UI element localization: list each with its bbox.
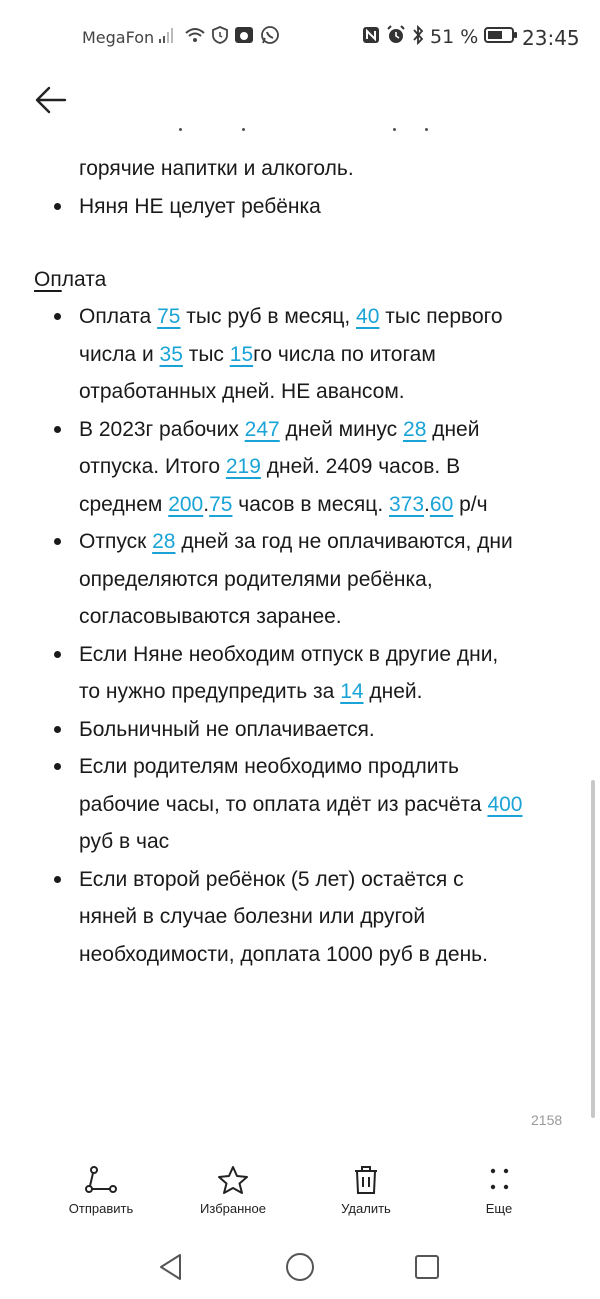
list-item: Няня НЕ целует ребёнка [0, 188, 600, 226]
wifi-icon [184, 26, 206, 48]
text-line [79, 673, 572, 711]
battery-icon [484, 26, 518, 48]
number-link[interactable]: 400 [487, 792, 523, 816]
section-title-payment [34, 261, 106, 299]
text-segment: дней. [363, 680, 423, 703]
text-segment: тыс первого [379, 305, 503, 328]
text-line [79, 486, 572, 524]
section-title-rest: лата [61, 268, 107, 291]
delete-label: Удалить [341, 1201, 391, 1216]
shield-clock-icon [212, 26, 228, 48]
text-segment: р/ч [453, 492, 488, 516]
text-line [79, 373, 572, 411]
text-segment: Если второй ребёнок (5 лет) остаётся с [79, 867, 464, 891]
signal-icon [158, 26, 178, 48]
text-segment: Если родителям необходимо продлить [79, 755, 459, 778]
number-link[interactable]: 14 [340, 680, 364, 703]
more-button[interactable] [444, 1160, 554, 1216]
carrier-name: MegaFon [82, 28, 155, 47]
text-line [79, 936, 572, 974]
more-label: Еще [485, 1201, 513, 1216]
number-link[interactable]: 219 [225, 455, 261, 478]
number-link[interactable]: 75 [209, 492, 233, 516]
text-segment: дней минус [279, 417, 404, 441]
alarm-icon [386, 25, 406, 49]
star-icon [216, 1165, 250, 1195]
system-nav-bar [0, 1240, 600, 1299]
favorite-label: Избранное [200, 1201, 266, 1216]
text-segment: няней в случае болезни или другой [79, 905, 426, 928]
text-segment: согласовываются заранее. [79, 605, 342, 628]
text-segment: дней [426, 417, 480, 441]
bluetooth-icon [412, 25, 424, 49]
text-segment: отработанных дней. НЕ авансом. [79, 380, 405, 403]
text-segment: В 2023г рабочих [79, 417, 245, 441]
text-segment: Оплата [79, 305, 158, 328]
number-link[interactable]: 60 [429, 492, 454, 516]
more-icon [482, 1165, 516, 1195]
text-segment: рабочие часы, то оплата идёт из расчёта [79, 792, 488, 816]
text-segment: Если Няне необходим отпуск в другие дни, [79, 642, 499, 666]
payment-list [0, 298, 600, 973]
text-segment: дней. 2409 часов. В [260, 455, 461, 478]
whatsapp-icon [260, 25, 280, 49]
scrollbar[interactable] [591, 780, 595, 1118]
text-segment: необходимости, доплата 1000 руб в день. [79, 942, 488, 966]
text-segment: числа и [79, 342, 160, 366]
text-segment: отпуска. Итого [79, 455, 226, 478]
text-line [79, 411, 572, 449]
nav-back-icon[interactable] [157, 1252, 185, 1282]
text-segment: определяются родителями ребёнка, [79, 567, 433, 591]
number-link[interactable]: 28 [403, 417, 427, 441]
nfc-icon [362, 26, 380, 48]
text-segment: среднем [79, 492, 169, 516]
number-link[interactable]: 247 [244, 417, 280, 441]
number-link[interactable]: 40 [356, 305, 380, 328]
favorite-button[interactable] [178, 1160, 288, 1216]
camera-app-icon [234, 26, 254, 48]
text-line [79, 336, 572, 374]
trash-icon [349, 1165, 383, 1195]
bottom-toolbar [0, 1160, 600, 1230]
text-line [79, 823, 572, 861]
text-segment: дней за год не оплачиваются, дни [175, 530, 513, 553]
status-bar [0, 0, 600, 76]
delete-button[interactable] [311, 1160, 421, 1216]
payment-list-item [0, 711, 600, 749]
text-segment: руб в час [79, 830, 170, 853]
nav-home-icon[interactable] [284, 1251, 316, 1283]
cut-off-line [0, 128, 600, 148]
number-link[interactable]: 75 [157, 305, 181, 328]
back-button[interactable] [34, 84, 68, 116]
text-line [79, 711, 572, 749]
text-line [79, 448, 572, 486]
payment-list-item [0, 411, 600, 524]
text-line [79, 523, 572, 561]
text-line [79, 748, 572, 786]
text-segment: го числа по итогам [253, 342, 436, 366]
number-link[interactable]: 200 [168, 492, 204, 516]
number-link[interactable]: 35 [159, 342, 183, 366]
number-link[interactable]: 373 [389, 492, 425, 516]
payment-list-item [0, 748, 600, 861]
text-line [79, 598, 572, 636]
text-line [79, 298, 572, 336]
text-line [79, 861, 572, 899]
text-line [79, 636, 572, 674]
payment-list-item [0, 298, 600, 411]
clock: 23:45 [522, 26, 580, 50]
nav-recents-icon[interactable] [413, 1253, 441, 1281]
list-top [0, 150, 600, 225]
text-segment: . [424, 492, 430, 516]
text-segment: часов в месяц. [232, 492, 389, 516]
number-link[interactable]: 15 [229, 342, 254, 366]
text-segment: Отпуск [79, 530, 153, 553]
text-segment: тыс руб в месяц, [180, 305, 357, 328]
share-button[interactable] [46, 1160, 156, 1216]
text-line [79, 786, 572, 824]
text-segment: Больничный не оплачивается. [79, 717, 375, 741]
share-label: Отправить [68, 1201, 134, 1216]
note-body[interactable] [0, 120, 600, 1140]
text-segment: . [203, 492, 210, 516]
text-line [79, 898, 572, 936]
payment-list-item [0, 523, 600, 636]
battery-percent: 51 % [430, 26, 479, 48]
number-link[interactable]: 28 [152, 530, 176, 553]
share-icon [84, 1165, 118, 1195]
text-segment: тыс [182, 342, 230, 366]
text-segment: то нужно предупредить за [79, 680, 341, 703]
payment-list-item [0, 861, 600, 974]
list-item-continuation: горячие напитки и алкоголь. [79, 157, 354, 180]
section-title-underlined: Оп [34, 268, 62, 291]
payment-list-item [0, 636, 600, 711]
text-line [79, 561, 572, 599]
word-count: 2158 [531, 1112, 563, 1128]
back-arrow-icon [34, 84, 68, 116]
